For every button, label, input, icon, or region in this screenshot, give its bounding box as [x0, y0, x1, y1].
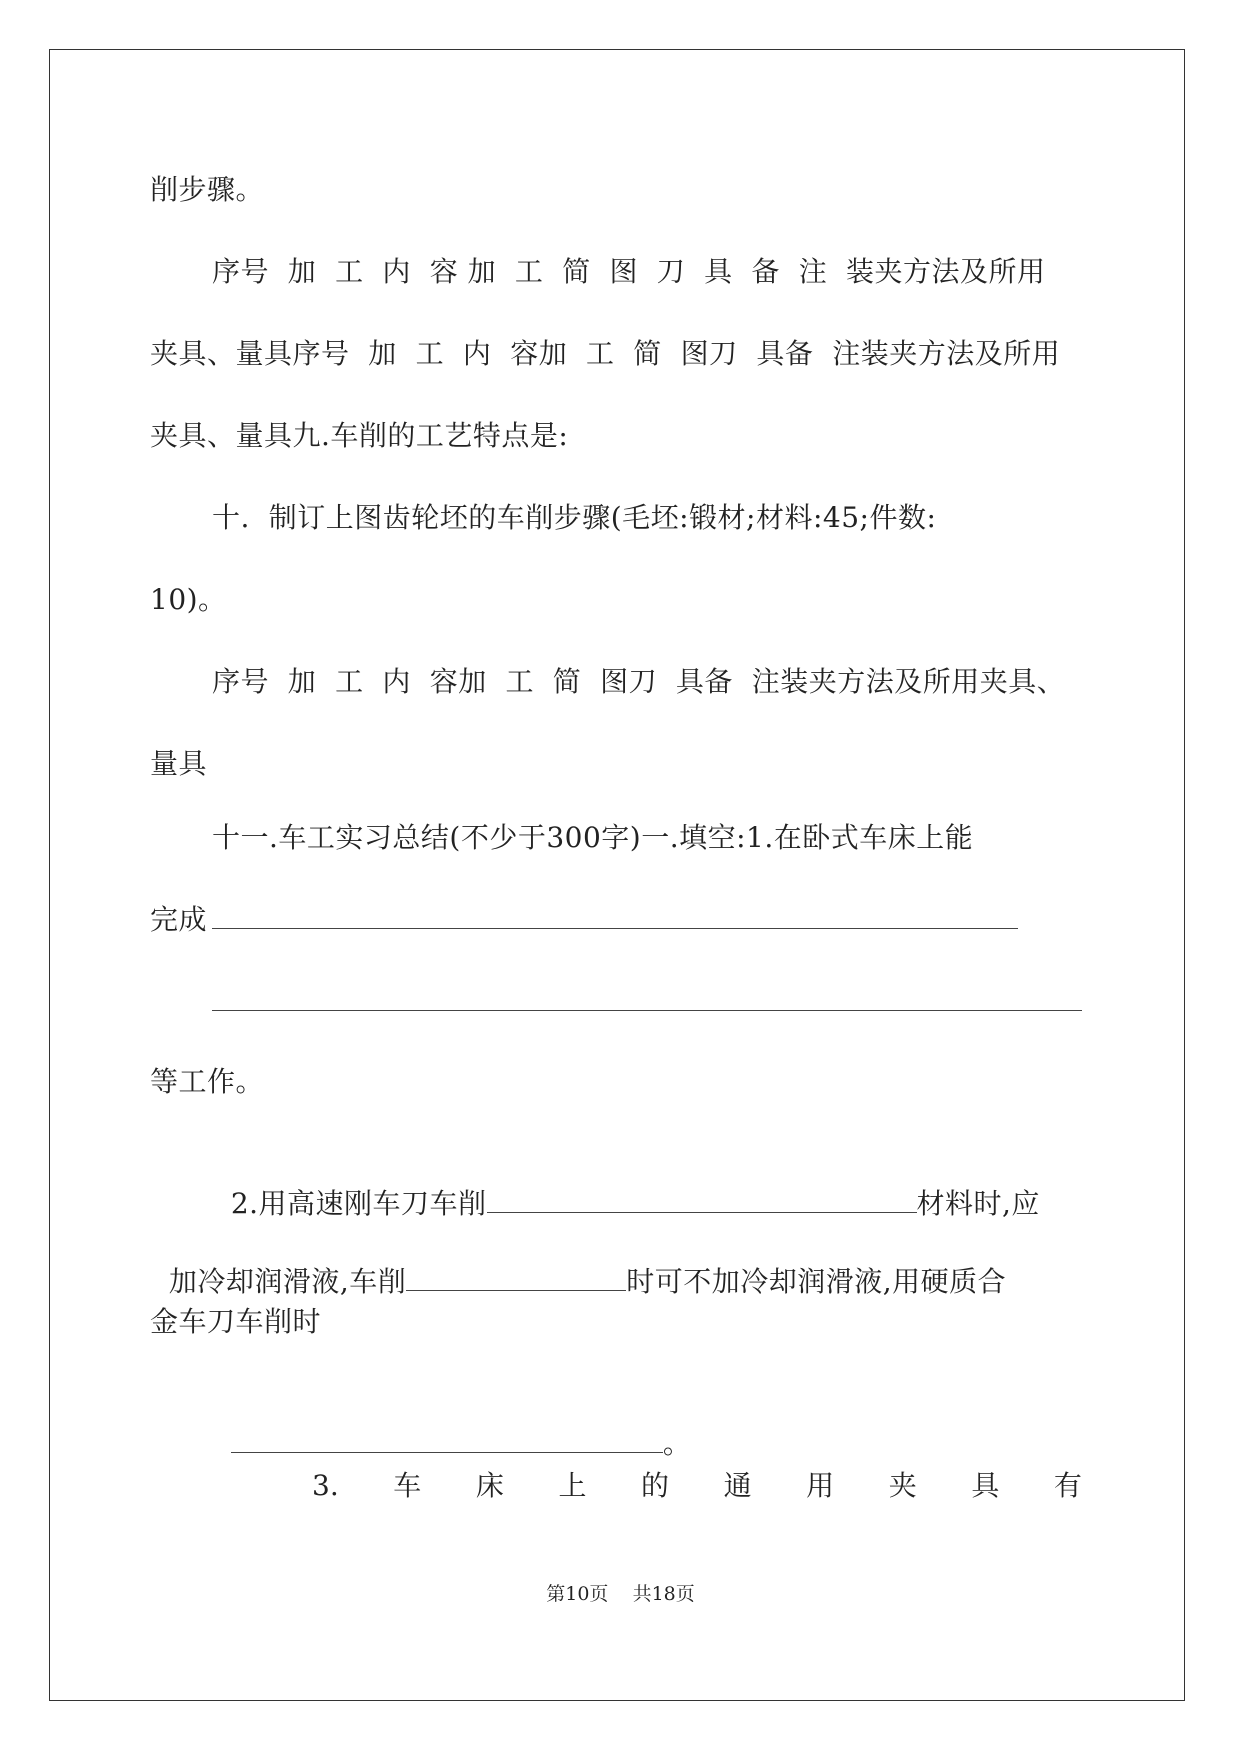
- text-segment: 加冷却润滑液,车削: [168, 1265, 407, 1298]
- text-line: [212, 1384, 691, 1464]
- char: 3.: [312, 1469, 339, 1502]
- char: 床: [475, 1469, 504, 1502]
- text-line: 夹具、量具序号 加 工 内 容加 工 简 图刀 具备 注装夹方法及所用: [150, 337, 1061, 370]
- text-line: [212, 1144, 1040, 1224]
- char: 夹: [888, 1469, 917, 1502]
- char: 有: [1053, 1469, 1082, 1502]
- page-number: 第10页 共18页: [546, 1583, 695, 1605]
- text-segment: 。: [662, 1427, 692, 1460]
- justified-text-line: [312, 1466, 1082, 1506]
- char: 通: [723, 1469, 752, 1502]
- char: 车: [393, 1469, 422, 1502]
- text-line: 十一.车工实习总结(不少于300字)一.填空:1.在卧式车床上能: [212, 821, 974, 854]
- char: 上: [558, 1469, 587, 1502]
- text-line: 完成: [150, 903, 208, 936]
- text-line: 等工作。: [150, 1065, 265, 1098]
- text-segment: 2.用高速刚车刀车削: [230, 1187, 487, 1220]
- fill-in-blank: [487, 1184, 917, 1213]
- text-segment: 时可不加冷却润滑液,用硬质合: [626, 1265, 1007, 1298]
- fill-in-blank: [212, 928, 1018, 929]
- text-line: [150, 1222, 1006, 1302]
- text-line: 削步骤。: [150, 173, 265, 206]
- char: 用: [806, 1469, 835, 1502]
- fill-in-blank: [231, 1424, 663, 1453]
- text-line: 金车刀车削时: [150, 1305, 322, 1338]
- text-line: 序号 加 工 内 容 加 工 简 图 刀 具 备 注 装夹方法及所用: [212, 255, 1046, 288]
- text-segment: 材料时,应: [916, 1187, 1040, 1220]
- char: 的: [641, 1469, 670, 1502]
- text-line: 十. 制订上图齿轮坯的车削步骤(毛坯:锻材;材料:45;件数:: [212, 501, 937, 534]
- text-line: 10)。: [150, 583, 227, 616]
- text-line: 量具: [150, 747, 208, 780]
- fill-in-blank: [406, 1262, 626, 1291]
- fill-in-blank: [212, 1010, 1082, 1011]
- text-line: 序号 加 工 内 容加 工 简 图刀 具备 注装夹方法及所用夹具、: [212, 665, 1066, 698]
- char: 具: [971, 1469, 1000, 1502]
- text-line: 夹具、量具九.车削的工艺特点是:: [150, 419, 569, 452]
- page-footer: [0, 1581, 1241, 1607]
